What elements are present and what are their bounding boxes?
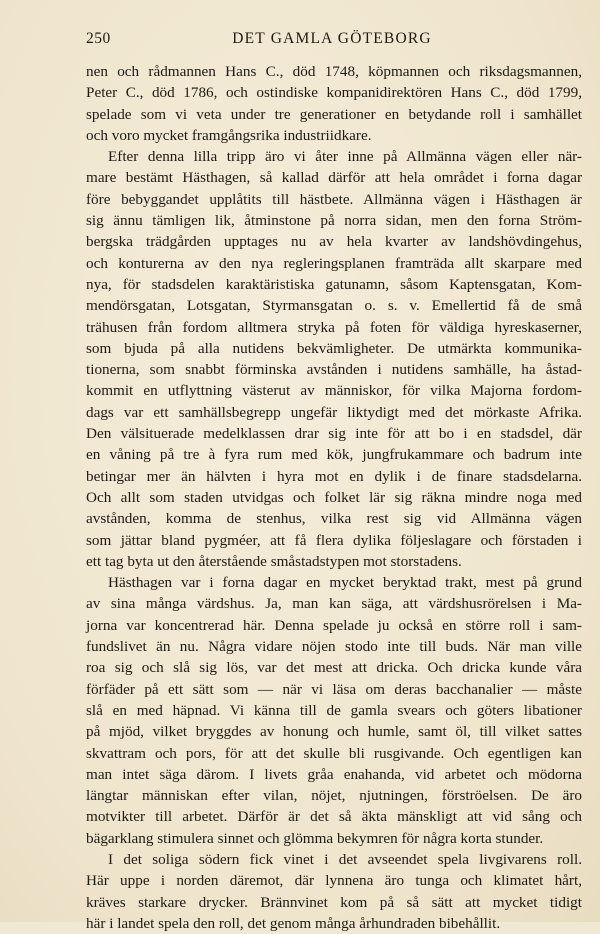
text-line: före bebyggandet upplåtits till hästbete. Allmänna vägen i Hästhagen är — [86, 190, 582, 208]
text-line: slå en med häpnad. Vi känna till de gamla svears och göters libationer — [86, 701, 582, 719]
running-title: DET GAMLA GÖTEBORG — [232, 30, 432, 47]
text-line: ett tag byta ut den återstående småstadstypen mot storstadens. — [86, 552, 462, 570]
text-line: Här uppe i norden däremot, där lynnena äro tunga och klimatet hårt, — [86, 872, 582, 890]
text-line: dags var ett samhällsbegrepp ungefär liktydigt med det mörkaste Afrika. — [86, 403, 582, 421]
page-header — [86, 30, 548, 52]
paragraph — [86, 849, 582, 934]
text-line: nya, för stadsdelen karaktäristiska gatunamn, såsom Kaptensgatan, Kom- — [86, 275, 582, 293]
text-line: kräves starkare drycker. Brännvinet kom på så sätt att mycket tidigt — [86, 893, 582, 911]
text-line: Den välsituerade medelklassen drar sig inte för att bo i en stadsdel, där — [86, 425, 582, 443]
text-line: Efter denna lilla tripp äro vi åter inne på Allmänna vägen eller när- — [108, 148, 582, 166]
page-number: 250 — [86, 30, 111, 47]
text-line: som bjuda på alla nutidens bekvämligheter. De utmärkta kommunika- — [86, 339, 582, 357]
text-line: och konturerna av den nya regleringsplanen framträda allt skarpare med — [86, 254, 582, 272]
text-line: förfäder på ett sätt som — när vi läsa om deras bacchanalier — måste — [86, 680, 582, 698]
text-line: trähusen från fordom alltmera stryka på foten för väldiga hyreskaserner, — [86, 318, 582, 336]
text-line: längtar människan efter vilan, nöjet, njutningen, förströelsen. De äro — [86, 787, 582, 805]
paragraph — [86, 61, 582, 146]
text-line: en våning på tre à fyra rum med kök, jungfrukammare och badrum inte — [86, 446, 582, 464]
text-line: tionerna, som snabbt förminska avstånden i nutidens samhälle, ha åstad- — [86, 361, 582, 379]
text-line: mare bestämt Hästhagen, så kallad därför att hela området i forna dagar — [86, 169, 582, 187]
body-text — [86, 61, 582, 934]
text-line: man intet säga därom. I livets gråa enahanda, vid arbetet och mödorna — [86, 765, 582, 783]
text-line: motvikter till arbetet. Därför är det så äkta mänskligt att vid sång och — [86, 808, 582, 826]
paragraph — [86, 572, 582, 849]
text-line: I det soliga södern fick vinet i det avseendet spela livgivarens roll. — [108, 850, 582, 868]
text-line: betingar mer än hälvten i hyra mot en dylik i de finare stadsdelarna. — [86, 467, 582, 485]
text-line: avstånden, komma de stenhus, vilka rest sig vid Allmänna vägen — [86, 510, 582, 528]
text-line: Och allt som staden utvidgas och folket lär sig räkna mindre noga med — [86, 488, 582, 506]
text-line: av sina många värdshus. Ja, man kan säga, att värdshusrörelsen i Ma- — [86, 595, 582, 613]
text-line: bergska trädgården upptages nu av hela kvarter av landshövdingehus, — [86, 233, 582, 251]
text-line: jorna var koncentrerad här. Denna spelade ju också en större roll i sam- — [86, 616, 582, 634]
text-line: Peter C., död 1786, och ostindiske kompanidirektören Hans C., död 1799, — [86, 84, 582, 102]
text-line: och voro mycket framgångsrika industriidkare. — [86, 126, 372, 144]
text-line: här i landet spela den roll, det genom många århundraden bibehållit. — [86, 914, 501, 932]
text-line: bägarklang stimulera sinnet och glömma bekymren för några korta stunder. — [86, 829, 544, 847]
text-line: på mjöd, vilket bryggdes av honung och humle, samt öl, till vilket sattes — [86, 723, 582, 741]
text-line: kommit en utflyttning västerut av människor, för vilka Majorna fordom- — [86, 382, 582, 400]
paragraph — [86, 146, 582, 572]
text-line: roa sig och slå sig lös, var det mest att dricka. Och dricka kunde våra — [86, 659, 582, 677]
text-line: skvattram och pors, för att det skulle bli rusgivande. Och egentligen kan — [86, 744, 582, 762]
text-line: spelade som vi veta under tre generationer en betydande roll i samhället — [86, 105, 582, 123]
text-line: Hästhagen var i forna dagar en mycket beryktad trakt, mest på grund — [108, 574, 582, 592]
text-line: som jättar bland pygméer, att få flera dylika följeslagare och förstaden i — [86, 531, 582, 549]
text-line: sig ännu tämligen lik, åtminstone på norra sidan, men den forna Ström- — [86, 212, 582, 230]
text-line: nen och rådmannen Hans C., död 1748, köpmannen och riksdagsmannen, — [86, 63, 582, 80]
text-line: fundslivet än nu. Några vidare nöjen stodo inte till buds. När man ville — [86, 638, 582, 656]
text-line: mendörsgatan, Lotsgatan, Styrmansgatan o. s. v. Emellertid få de små — [86, 297, 582, 315]
